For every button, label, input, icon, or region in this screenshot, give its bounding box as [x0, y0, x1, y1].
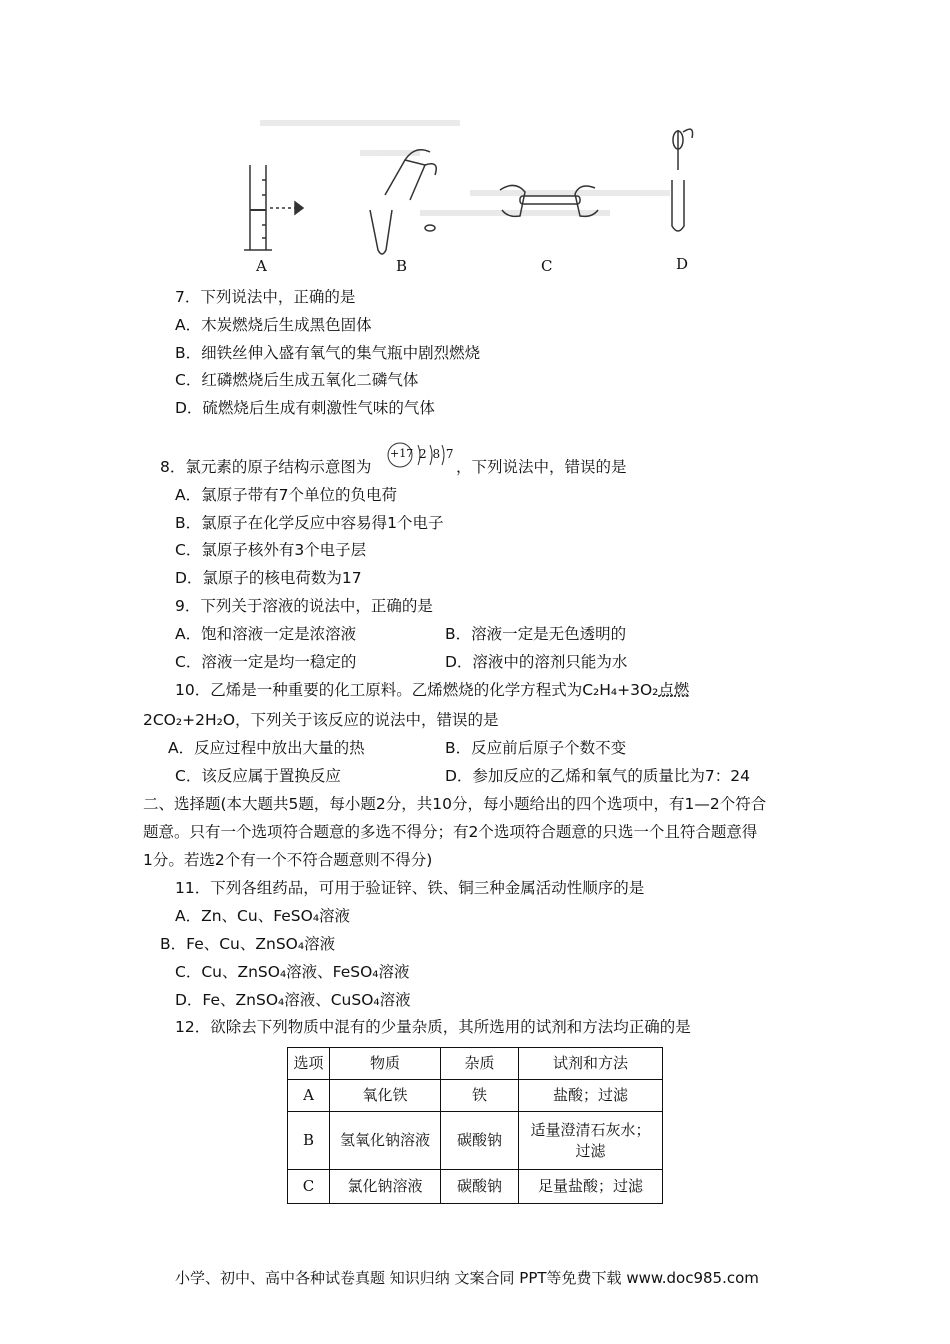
table-cell: 氯化钠溶液: [330, 1170, 441, 1204]
table-cell: 碳酸钠: [440, 1170, 518, 1204]
pouring-liquid-drawing: [370, 150, 436, 254]
atom-structure-diagram: [386, 441, 456, 469]
atom-nucleus-charge: +17: [390, 447, 414, 460]
table-header-cell: 物质: [330, 1048, 441, 1080]
section2-line1: 二、选择题(本大题共5题，每小题2分，共10分，每小题给出的四个选项中，有1—2个符合: [143, 795, 767, 813]
q10-option-b: B．反应前后原子个数不变: [445, 739, 627, 757]
table-cell: C: [288, 1170, 330, 1204]
table-cell: 氧化铁: [330, 1080, 441, 1112]
table-row: [288, 1170, 663, 1204]
table-header-cell: 杂质: [440, 1048, 518, 1080]
q8-option-d: D．氯原子的核电荷数为17: [175, 569, 362, 587]
table-header-row: [288, 1048, 663, 1080]
q7-option-b: B．细铁丝伸入盛有氧气的集气瓶中剧烈燃烧: [175, 344, 481, 362]
q12-table: [287, 1047, 663, 1204]
figure-label-b: B: [396, 257, 408, 275]
table-cell: 氢氧化钠溶液: [330, 1112, 441, 1170]
graduated-cylinder-drawing: [244, 165, 303, 250]
table-cell: 足量盐酸；过滤: [519, 1170, 663, 1204]
q9-option-c: C．溶液一定是均一稳定的: [175, 653, 357, 671]
q10-reaction-condition: 点燃: [658, 681, 690, 699]
q8-option-c: C．氯原子核外有3个电子层: [175, 541, 367, 559]
table-cell: B: [288, 1112, 330, 1170]
figure-label-a: A: [256, 257, 267, 275]
q11-option-a: A．Zn、Cu、FeSO₄溶液: [175, 907, 351, 925]
q7-option-a: A．木炭燃烧后生成黑色固体: [175, 316, 372, 334]
q9-stem: 9．下列关于溶液的说法中，正确的是: [175, 597, 433, 615]
q8-stem-after: ，下列说法中，错误的是: [456, 458, 627, 476]
table-cell: 适量澄清石灰水；过滤: [519, 1112, 663, 1170]
q9-option-b: B．溶液一定是无色透明的: [445, 625, 627, 643]
figure-label-d: D: [676, 255, 689, 273]
q9-option-a: A．饱和溶液一定是浓溶液: [175, 625, 357, 643]
q7-stem: 7．下列说法中，正确的是: [175, 288, 356, 306]
q11-option-b: B．Fe、Cu、ZnSO₄溶液: [160, 935, 336, 953]
q8-option-b: B．氯原子在化学反应中容易得1个电子: [175, 514, 444, 532]
q10-option-a: A．反应过程中放出大量的热: [168, 739, 365, 757]
q9-option-d: D．溶液中的溶剂只能为水: [445, 653, 628, 671]
table-cell: A: [288, 1080, 330, 1112]
atom-electron-shells: 2 8 7: [419, 447, 455, 461]
section2-line3: 1分。若选2个有一个不符合题意则不得分): [143, 851, 433, 869]
q7-option-d: D．硫燃烧后生成有刺激性气味的气体: [175, 399, 435, 417]
table-row: [288, 1080, 663, 1112]
table-header-cell: 选项: [288, 1048, 330, 1080]
q10-stem-text: 10．乙烯是一种重要的化工原料。乙烯燃烧的化学方程式为C₂H₄+3O₂: [175, 681, 659, 699]
figure-label-c: C: [541, 257, 553, 275]
page-footer: 小学、初中、高中各种试卷真题 知识归纳 文案合同 PPT等免费下载 www.doc985.com: [175, 1269, 759, 1287]
q11-option-d: D．Fe、ZnSO₄溶液、CuSO₄溶液: [175, 991, 411, 1009]
faint-background-text: [260, 120, 670, 216]
table-cell: 铁: [440, 1080, 518, 1112]
q11-stem: 11．下列各组药品，可用于验证锌、铁、铜三种金属活动性顺序的是: [175, 879, 645, 897]
section2-line2: 题意。只有一个选项符合题意的多选不得分；有2个选项符合题意的只选一个且符合题意得: [143, 823, 758, 841]
q7-option-c: C．红磷燃烧后生成五氧化二磷气体: [175, 371, 419, 389]
dropper-test-tube-drawing: [672, 129, 693, 231]
q8-option-a: A．氯原子带有7个单位的负电荷: [175, 486, 397, 504]
table-cell: 盐酸；过滤: [519, 1080, 663, 1112]
q10-stem-line1: [175, 679, 689, 701]
lab-operations-figure: [240, 120, 720, 260]
q11-option-c: C．Cu、ZnSO₄溶液、FeSO₄溶液: [175, 963, 410, 981]
q8-stem-before: 8．氯元素的原子结构示意图为: [160, 458, 372, 476]
q12-stem: 12．欲除去下列物质中混有的少量杂质，其所选用的试剂和方法均正确的是: [175, 1018, 691, 1036]
table-row: [288, 1112, 663, 1170]
table-header-cell: 试剂和方法: [519, 1048, 663, 1080]
table-cell: 碳酸钠: [440, 1112, 518, 1170]
q10-option-d: D．参加反应的乙烯和氧气的质量比为7：24: [445, 767, 751, 785]
q10-option-c: C．该反应属于置换反应: [175, 767, 341, 785]
q10-stem-line2: 2CO₂+2H₂O，下列关于该反应的说法中，错误的是: [143, 711, 499, 729]
